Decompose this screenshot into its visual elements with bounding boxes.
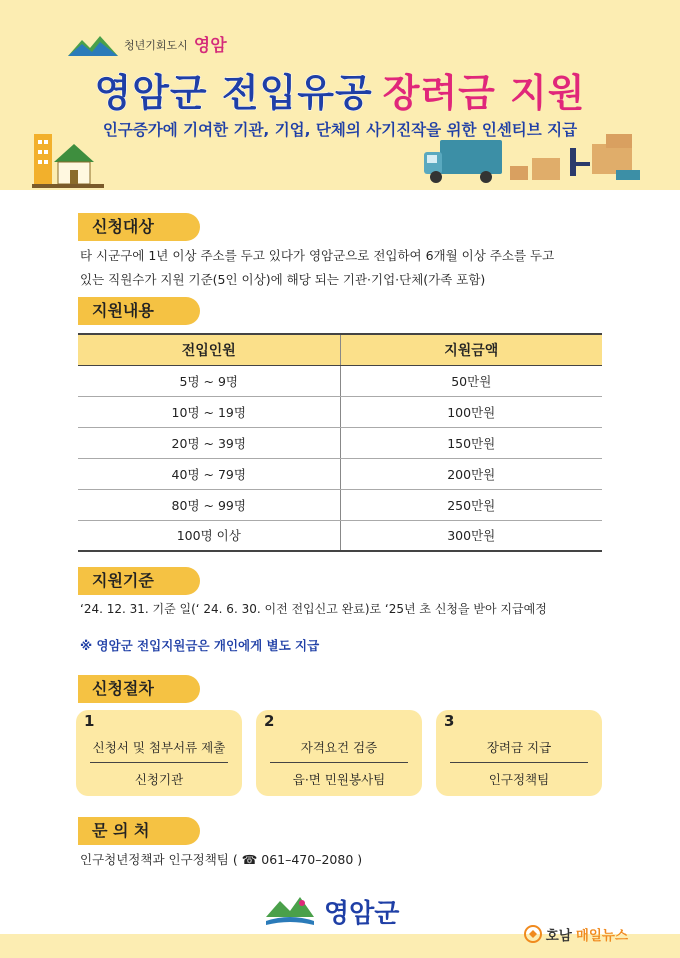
yeongam-logo-icon — [264, 893, 316, 929]
target-line-2: 있는 직원수가 지원 기준(5인 이상)에 해당 되는 기관·기업·단체(가족 포함) — [80, 272, 486, 287]
step-number: 2 — [264, 712, 275, 730]
house-illustration-icon — [28, 128, 108, 188]
amount-cell: 250만원 — [340, 489, 602, 520]
title-part2: 장려금 지원 — [382, 71, 586, 115]
footer-logo-name: 영암군 — [324, 898, 400, 929]
table-row — [78, 489, 602, 520]
support-table — [78, 333, 602, 552]
step-actor: 인구정책팀 — [488, 772, 550, 787]
section-support-label: 지원내용 — [78, 297, 200, 325]
step-number: 1 — [84, 712, 95, 730]
amount-cell: 150만원 — [340, 427, 602, 458]
criteria-text: ‘24. 12. 31. 기준 일(‘ 24. 6. 30. 이전 전입신고 완료)로 ‘25년 초 신청을 받아 지급예정 — [80, 602, 547, 616]
procedure-step-1 — [76, 710, 242, 796]
section-criteria-label: 지원기준 — [78, 567, 200, 595]
brand-city: 영암 — [193, 36, 227, 56]
step-action: 신청서 및 첨부서류 제출 — [90, 738, 228, 763]
procedure-step-2 — [256, 710, 422, 796]
table-row — [78, 427, 602, 458]
table-row — [78, 365, 602, 396]
section-target-label: 신청대상 — [78, 213, 200, 241]
step-action: 장려금 지급 — [450, 738, 588, 763]
column-header-people: 전입인원 — [78, 334, 340, 365]
news-logo-icon — [524, 925, 542, 943]
step-actor: 신청기관 — [134, 772, 184, 787]
section-contact-label: 문 의 처 — [78, 817, 200, 845]
step-number: 3 — [444, 712, 455, 730]
brand-tagline: 청년기회도시 — [124, 39, 188, 52]
city-brand — [68, 30, 227, 56]
table-row — [78, 458, 602, 489]
step-action: 자격요건 검증 — [270, 738, 408, 763]
people-range-cell: 100명 이상 — [78, 520, 340, 551]
page-title — [0, 62, 680, 117]
amount-cell: 200만원 — [340, 458, 602, 489]
target-description — [80, 244, 620, 292]
amount-cell: 300만원 — [340, 520, 602, 551]
amount-cell: 100만원 — [340, 396, 602, 427]
watermark-part1: 호남 — [545, 928, 572, 944]
table-header-row — [78, 334, 602, 365]
people-range-cell: 40명 ~ 79명 — [78, 458, 340, 489]
moving-truck-illustration-icon — [420, 130, 650, 188]
target-line-1: 타 시군구에 1년 이상 주소를 두고 있다가 영암군으로 전입하여 6개월 이상 주소를 두고 — [80, 248, 555, 263]
table-row — [78, 520, 602, 551]
mountain-logo-icon — [68, 34, 118, 56]
footer-logo — [264, 890, 399, 932]
amount-cell: 50만원 — [340, 365, 602, 396]
people-range-cell: 20명 ~ 39명 — [78, 427, 340, 458]
page-subtitle: 인구증가에 기여한 기관, 기업, 단체의 사기진작을 위한 인센티브 지급 — [102, 121, 578, 139]
watermark-part2: 매일뉴스 — [575, 928, 628, 944]
people-range-cell: 5명 ~ 9명 — [78, 365, 340, 396]
people-range-cell: 80명 ~ 99명 — [78, 489, 340, 520]
contact-info: 인구청년정책과 인구정책팀 ( ☎ 061–470–2080 ) — [80, 852, 363, 867]
criteria-note: ※ 영암군 전입지원금은 개인에게 별도 지급 — [80, 638, 320, 653]
people-range-cell: 10명 ~ 19명 — [78, 396, 340, 427]
column-header-amount: 지원금액 — [340, 334, 602, 365]
header-banner — [0, 0, 680, 190]
table-row — [78, 396, 602, 427]
step-actor: 읍·면 민원봉사팀 — [292, 772, 386, 787]
title-part1: 영암군 전입유공 — [94, 71, 373, 115]
section-procedure-label: 신청절차 — [78, 675, 200, 703]
news-watermark — [524, 924, 628, 944]
procedure-step-3 — [436, 710, 602, 796]
